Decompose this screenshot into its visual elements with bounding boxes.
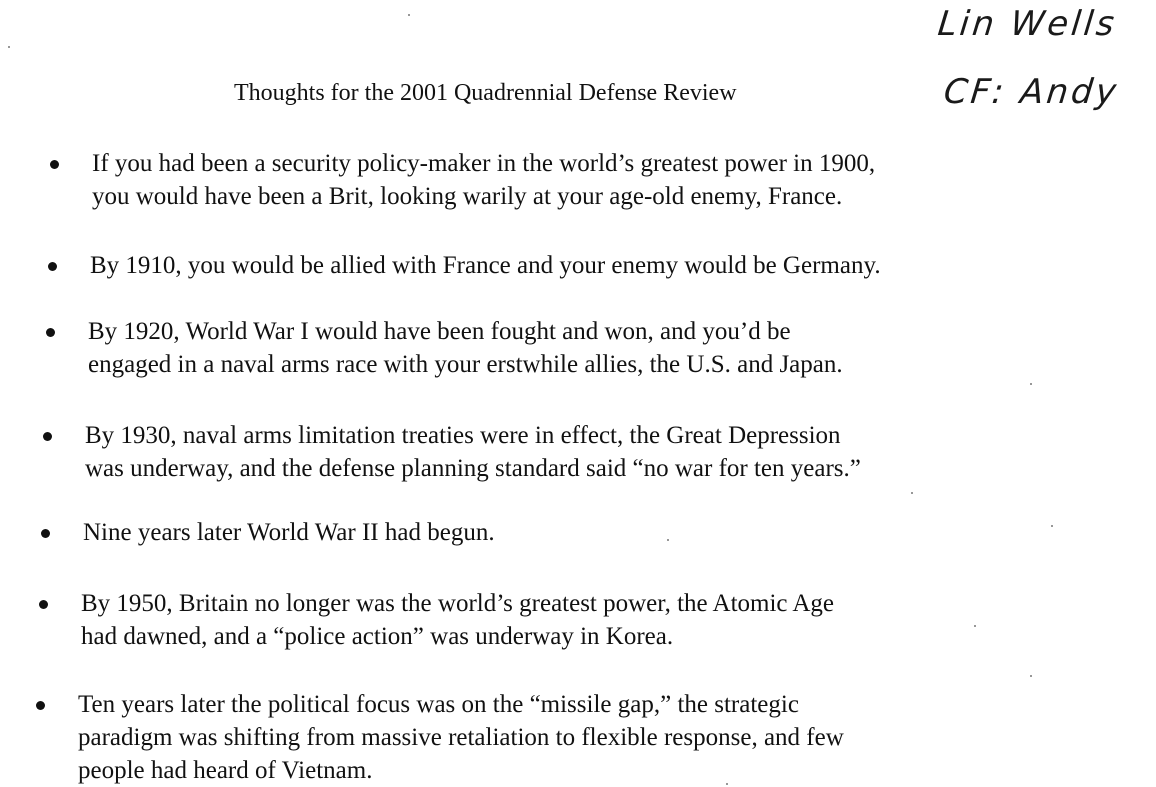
bullet-item-vietnam xyxy=(78,688,1018,787)
bullet-text-line: By 1930, naval arms limitation treaties were in effect, the Great Depression xyxy=(85,422,841,449)
bullet-icon xyxy=(39,600,48,609)
bullet-icon xyxy=(46,328,55,337)
bullet-text-line: By 1910, you would be allied with France and your enemy would be Germany. xyxy=(90,252,881,279)
bullet-text-line: By 1920, World War I would have been fought and won, and you’d be xyxy=(88,318,791,345)
bullet-item-1930 xyxy=(85,419,1025,485)
bullet-text-line: had dawned, and a “police action” was underway in Korea. xyxy=(81,623,674,650)
scan-speck xyxy=(726,783,728,785)
handwritten-note-line-2: CF: Andy xyxy=(941,72,1121,112)
scan-speck xyxy=(8,46,10,48)
document-title: Thoughts for the 2001 Quadrennial Defense Review xyxy=(234,80,737,106)
bullet-text-line: By 1950, Britain no longer was the world’s greatest power, the Atomic Age xyxy=(81,590,835,617)
scan-speck xyxy=(1030,675,1032,677)
bullet-text-line: Nine years later World War II had begun. xyxy=(83,519,495,546)
bullet-text-line: engaged in a naval arms race with your erstwhile allies, the U.S. and Japan. xyxy=(88,351,843,378)
bullet-text-line: was underway, and the defense planning standard said “no war for ten years.” xyxy=(85,455,861,482)
bullet-text-line: people had heard of Vietnam. xyxy=(78,757,373,784)
bullet-item-1910 xyxy=(90,249,1030,282)
bullet-text-line: paradigm was shifting from massive retaliation to flexible response, and few xyxy=(78,724,844,751)
scan-speck xyxy=(1030,383,1032,385)
scan-speck xyxy=(911,492,913,494)
scan-speck xyxy=(667,539,669,541)
scan-speck xyxy=(1051,525,1053,527)
bullet-item-1920 xyxy=(88,315,1028,381)
bullet-icon xyxy=(43,432,52,441)
handwritten-note-line-1: Lin Wells xyxy=(935,4,1119,44)
bullet-text-line: you would have been a Brit, looking warily at your age-old enemy, France. xyxy=(92,183,843,210)
bullet-text-line: If you had been a security policy-maker in the world’s greatest power in 1900, xyxy=(92,150,876,177)
bullet-icon xyxy=(36,701,45,710)
scan-speck xyxy=(974,625,976,627)
bullet-icon xyxy=(48,262,57,271)
bullet-item-ww2 xyxy=(83,516,1023,549)
bullet-item-1950 xyxy=(81,587,1021,653)
bullet-icon xyxy=(50,160,59,169)
scan-speck xyxy=(408,14,410,16)
bullet-icon xyxy=(41,529,50,538)
bullet-text-line: Ten years later the political focus was on the “missile gap,” the strategic xyxy=(78,691,799,718)
bullet-item-1900 xyxy=(92,147,1032,213)
